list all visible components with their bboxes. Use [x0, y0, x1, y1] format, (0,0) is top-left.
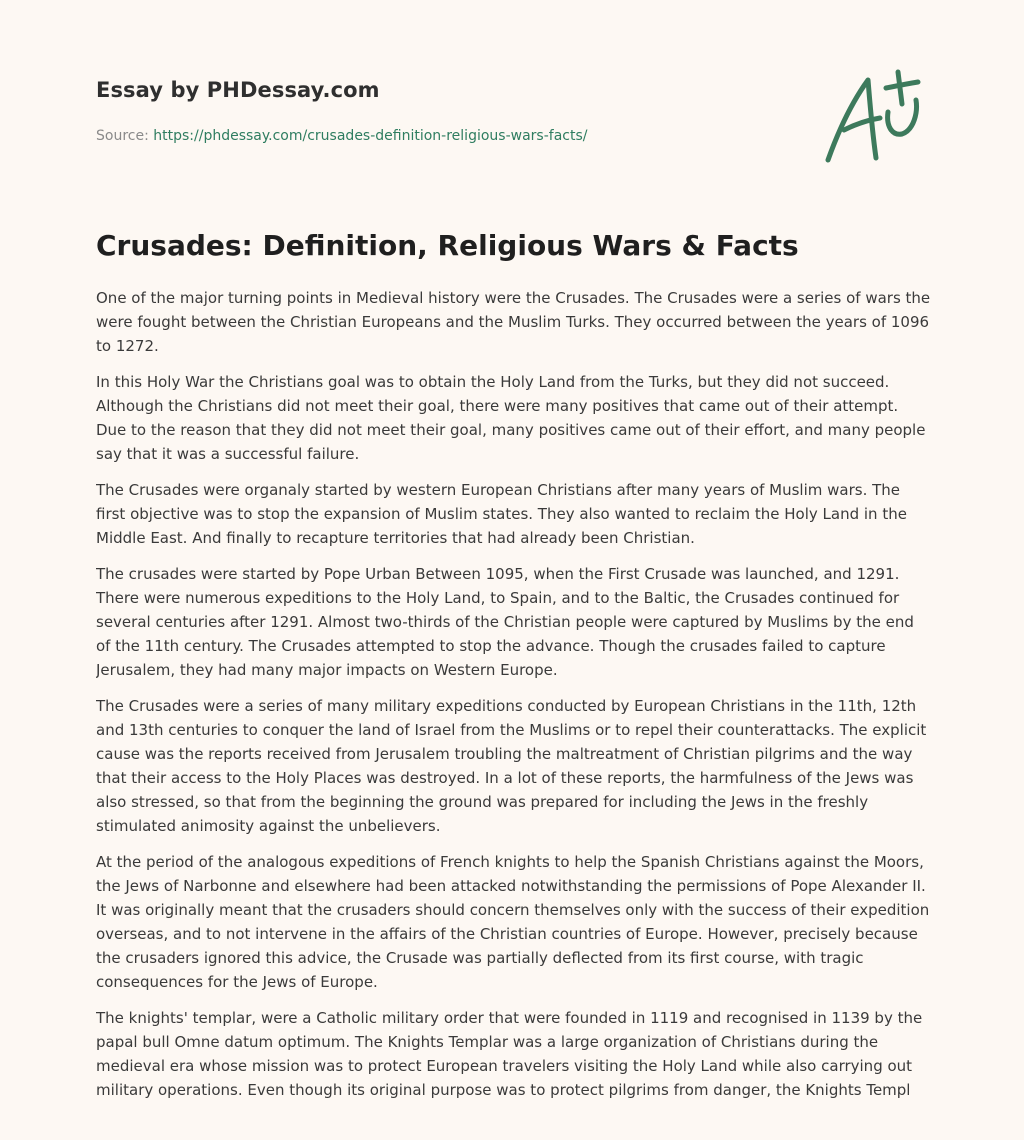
site-brand: Essay by PHDessay.com — [96, 78, 380, 102]
essay-paragraph: In this Holy War the Christians goal was to obtain the Holy Land from the Turks, but they did not succeed. Although the Christians did not meet their goal, there were many positives that came out of their attempt. Due to the reason that they did not meet their goal, many positives came out of their effort, and many people say that it was a successful failure. — [96, 373, 926, 463]
essay-paragraph: The Crusades were a series of many military expeditions conducted by European Christians in the 11th, 12th and 13th centuries to conquer the land of Israel from the Muslims or to repel their counterattacks. The explicit cause was the reports received from Jerusalem troubling the maltreatment of Christian pilgrims and the way that their access to the Holy Places was destroyed. In a lot of these reports, the harmfulness of the Jews was also stressed, so that from the beginning the ground was prepared for including the Jews in the freshly stimulated animosity against the unbelievers. — [96, 697, 927, 835]
essay-paragraph: At the period of the analogous expeditions of French knights to help the Spanish Christians against the Moors, the Jews of Narbonne and elsewhere had been attacked notwithstanding the permissions of Pope Alexander II. It was originally meant that the crusaders should concern themselves only with the success of their expedition overseas, and to not intervene in the affairs of the Christian countries of Europe. However, precisely because the crusaders ignored this advice, the Crusade was partially deflected from its first course, with tragic consequences for the Jews of Europe. — [96, 853, 930, 991]
source-link[interactable]: https://phdessay.com/crusades-definition-religious-wars-facts/ — [153, 128, 588, 144]
essay-body — [96, 286, 932, 1140]
source-line — [96, 126, 796, 146]
essay-paragraph: One of the major turning points in Medieval history were the Crusades. The Crusades were a series of wars the were fought between the Christian Europeans and the Muslim Turks. They occurred between the years of 1096 to 1272. — [96, 289, 931, 355]
essay-paragraph: The Crusades were organaly started by western European Christians after many years of Muslim wars. The first objective was to stop the expansion of Muslim states. They also wanted to reclaim the Holy Land in the Middle East. And finally to recapture territories that had already been Christian. — [96, 481, 907, 547]
essay-paragraph: The crusades were started by Pope Urban Between 1095, when the First Crusade was launched, and 1291. There were numerous expeditions to the Holy Land, to Spain, and to the Baltic, the Crusades continued for several centuries after 1291. Almost two-thirds of the Christian people were captured by Muslims by the end of the 11th century. The Crusades attempted to stop the advance. Though the crusades failed to capture Jerusalem, they had many major impacts on Western Europe. — [96, 565, 914, 679]
source-label: Source: — [96, 128, 149, 144]
essay-paragraph: The knights' templar, were a Catholic military order that were founded in 1119 and recognised in 1139 by the papal bull Omne datum optimum. The Knights Templar was a large organization of Christians during the medieval era whose mission was to protect European travelers visiting the Holy Land while also carrying out military operations. Even though its original purpose was to protect pilgrims from danger, the Knights Templ — [96, 1009, 923, 1099]
a-plus-logo-icon — [822, 68, 928, 164]
essay-title: Crusades: Definition, Religious Wars & Facts — [96, 229, 799, 262]
essay-header — [96, 76, 796, 146]
